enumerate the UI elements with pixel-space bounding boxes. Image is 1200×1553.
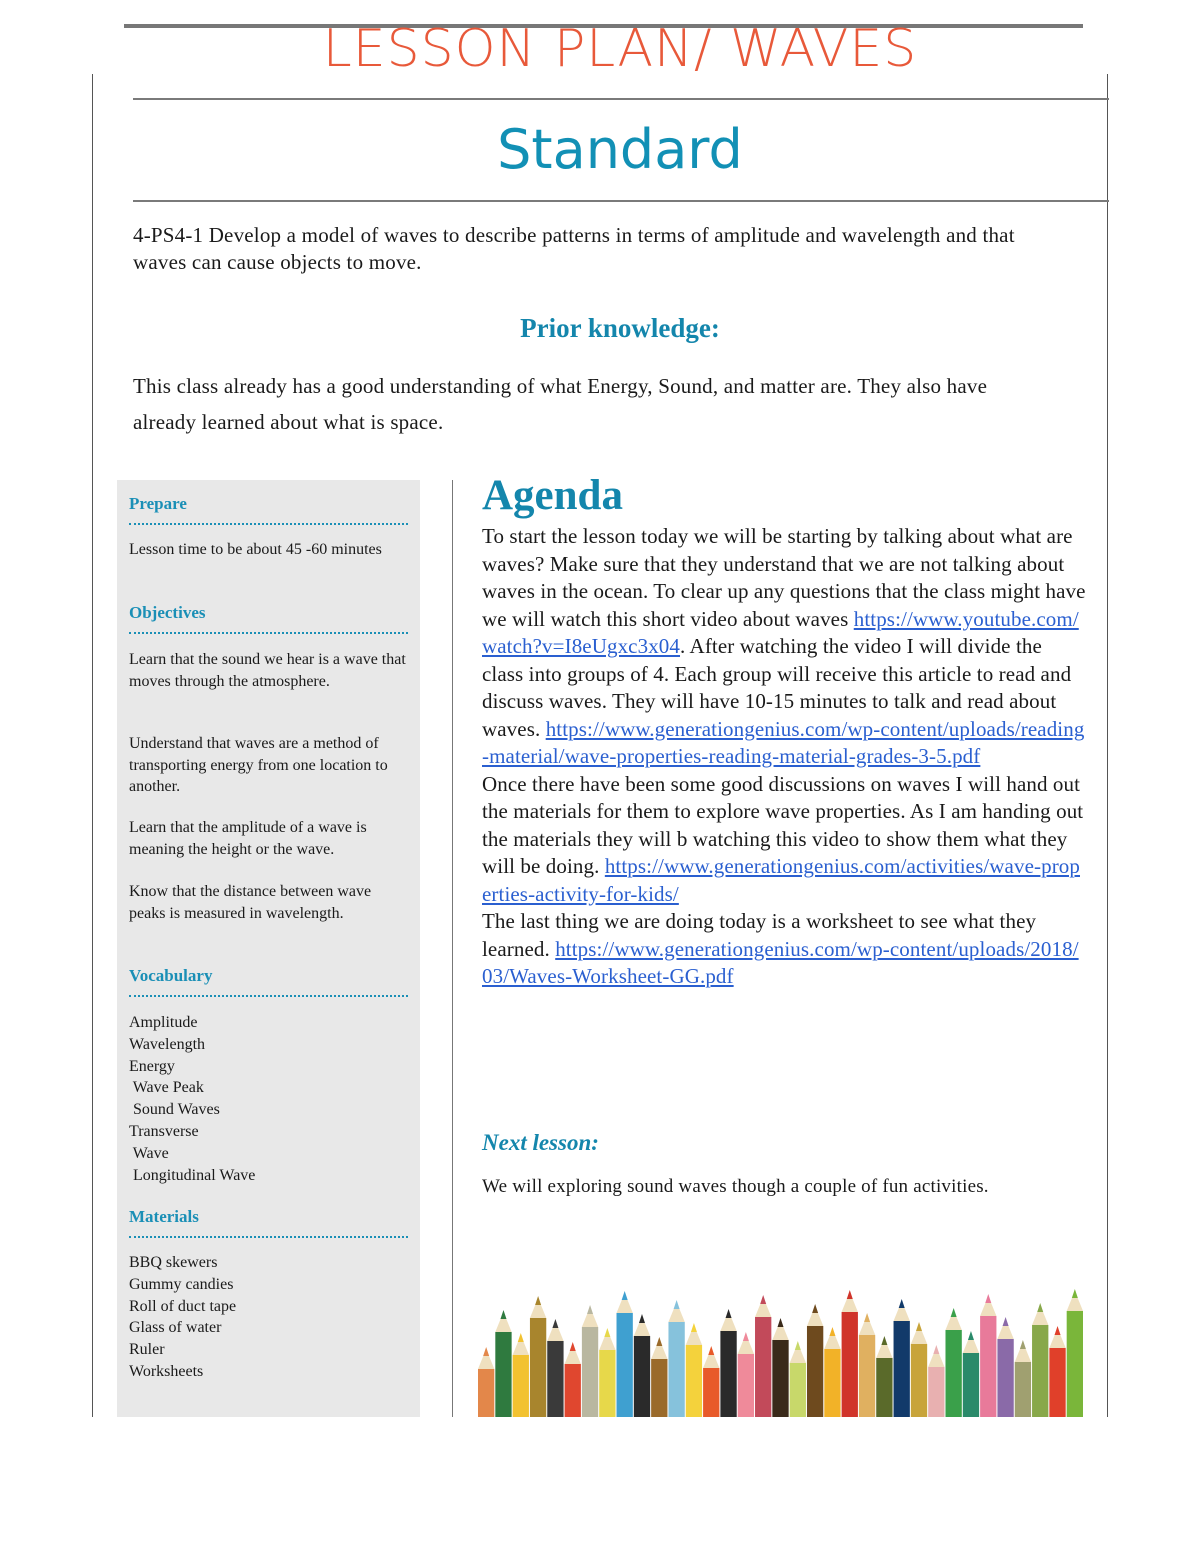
pencil-shape: [876, 1336, 892, 1417]
pencil-shape: [478, 1347, 494, 1417]
activity-video-link[interactable]: https://www.generationgenius.com/activities/wave-properties-activity-for-kids/: [482, 854, 1080, 906]
vocabulary-item: Wavelength: [129, 1035, 206, 1053]
agenda-paragraph-1: [482, 523, 1088, 771]
vocabulary-heading: Vocabulary: [129, 966, 213, 985]
material-item: Gummy candies: [129, 1275, 234, 1293]
reading-material-link[interactable]: https://www.generationgenius.com/wp-content/uploads/reading-material/wave-properties-reading-material-grades-3-5.pdf: [482, 716, 1085, 768]
standard-top-rule: [133, 98, 1109, 100]
pencil-shape: [720, 1309, 736, 1417]
materials-divider: [129, 1236, 408, 1238]
pencil-shape: [599, 1328, 615, 1417]
pencil-shape: [772, 1318, 788, 1417]
agenda-text: Once there have been some good discussions on waves I will hand out the materials for them to explore wave properties. As I am handing out the materials they will b watching this video to show them what they will be doing.: [482, 771, 1084, 878]
prior-knowledge-heading: Prior knowledge:: [520, 313, 720, 343]
material-item: Ruler: [129, 1341, 165, 1359]
pencil-shape: [859, 1313, 875, 1417]
pencil-shape: [755, 1295, 771, 1417]
standard-line-2: waves can cause objects to move.: [133, 250, 422, 274]
vocabulary-list: [129, 1012, 409, 1186]
pencil-shape: [617, 1291, 633, 1417]
colored-pencils-illustration: [477, 1272, 1083, 1417]
agenda-text: . After watching the video I will divide the class into groups of 4. Each group will receive this article to read and discuss waves. They will have 10-15 minutes to talk and read about waves.: [482, 634, 1072, 741]
prepare-heading: Prepare: [129, 494, 187, 513]
standard-bottom-rule: [133, 200, 1109, 202]
material-item: Glass of water: [129, 1319, 222, 1337]
vocabulary-item: Energy: [129, 1057, 175, 1075]
pencil-shape: [513, 1333, 529, 1417]
pencil-shape: [651, 1337, 667, 1417]
pencil-shape: [894, 1299, 910, 1417]
prior-line-2: already learned about what is space.: [133, 410, 444, 434]
objective-item: Understand that waves are a method of transporting energy from one location to another.: [129, 735, 388, 795]
pencil-shape: [790, 1341, 806, 1417]
pencil-shape: [1015, 1340, 1031, 1417]
standard-heading: Standard: [497, 118, 743, 181]
pencil-shape: [824, 1327, 840, 1417]
standard-text: [133, 222, 1108, 276]
agenda-paragraph-3: [482, 908, 1088, 991]
pencil-shape: [911, 1322, 927, 1417]
vocabulary-item: Amplitude: [129, 1014, 198, 1031]
vocabulary-item: Wave Peak: [129, 1079, 204, 1097]
prior-knowledge-text: [133, 368, 1108, 440]
pencil-shape: [668, 1300, 684, 1417]
agenda-text: To start the lesson today we will be starting by talking about what are waves? Make sure that they understand that we are not talking about waves in the ocean. To clear up any questions that the class might have we will watch this short video about waves: [482, 524, 1086, 631]
sidebar-panel: [117, 480, 420, 1417]
pencil-shape: [807, 1304, 823, 1417]
materials-list: [129, 1252, 409, 1383]
pencil-shape: [963, 1331, 979, 1417]
pencil-shape: [1049, 1326, 1065, 1417]
pencil-shape: [530, 1296, 546, 1417]
worksheet-link[interactable]: https://www.generationgenius.com/wp-content/uploads/2018/03/Waves-Worksheet-GG.pdf: [482, 936, 1079, 988]
pencil-shape: [738, 1332, 754, 1417]
objective-item: Learn that the amplitude of a wave is meaning the height or the wave.: [129, 819, 367, 858]
standard-line-1: 4-PS4-1 Develop a model of waves to describe patterns in terms of amplitude and wavelength and that: [133, 223, 1015, 247]
objectives-heading: Objectives: [129, 603, 206, 622]
pencil-shape: [686, 1323, 702, 1417]
agenda-text: The last thing we are doing today is a worksheet to see what they learned.: [482, 909, 1037, 961]
pencil-shape: [842, 1290, 858, 1417]
vocabulary-item: Longitudinal Wave: [129, 1166, 256, 1184]
objectives-divider: [129, 632, 408, 634]
pencil-shape: [1067, 1289, 1083, 1417]
pencil-shape: [997, 1317, 1013, 1417]
vocabulary-divider: [129, 995, 408, 997]
agenda-body: [482, 523, 1088, 991]
agenda-heading: Agenda: [482, 472, 623, 519]
objective-item: Learn that the sound we hear is a wave that moves through the atmosphere.: [129, 651, 406, 690]
left-frame-line: [92, 74, 93, 1417]
pencil-shape: [928, 1345, 944, 1417]
prior-line-1: This class already has a good understanding of what Energy, Sound, and matter are. They also have: [133, 374, 988, 398]
pencil-shape: [495, 1310, 511, 1417]
pencil-shape: [945, 1308, 961, 1417]
material-item: BBQ skewers: [129, 1254, 218, 1271]
next-lesson-text: We will exploring sound waves though a couple of fun activities.: [482, 1176, 989, 1197]
document-title: LESSON PLAN/ WAVES: [322, 19, 918, 79]
prepare-divider: [129, 523, 408, 525]
vocabulary-item: Wave: [129, 1144, 169, 1162]
material-item: Worksheets: [129, 1362, 204, 1380]
column-divider: [452, 480, 453, 1417]
objective-item: Know that the distance between wave peaks is measured in wavelength.: [129, 883, 372, 922]
youtube-video-link[interactable]: https://www.youtube.com/watch?v=I8eUgxc3x04: [482, 606, 1079, 658]
pencil-shape: [1032, 1303, 1048, 1417]
agenda-paragraph-2: [482, 771, 1088, 909]
next-lesson-heading: Next lesson:: [482, 1130, 599, 1155]
pencil-shape: [565, 1342, 581, 1417]
pencil-shape: [703, 1346, 719, 1417]
material-item: Roll of duct tape: [129, 1297, 237, 1315]
prepare-text: Lesson time to be about 45 -60 minutes: [129, 541, 382, 558]
materials-heading: Materials: [129, 1207, 199, 1226]
pencil-shape: [980, 1294, 996, 1417]
vocabulary-item: Transverse: [129, 1122, 199, 1140]
pencil-shape: [547, 1319, 563, 1417]
pencil-shape: [582, 1305, 598, 1417]
pencil-shape: [634, 1314, 650, 1417]
vocabulary-item: Sound Waves: [129, 1101, 220, 1119]
